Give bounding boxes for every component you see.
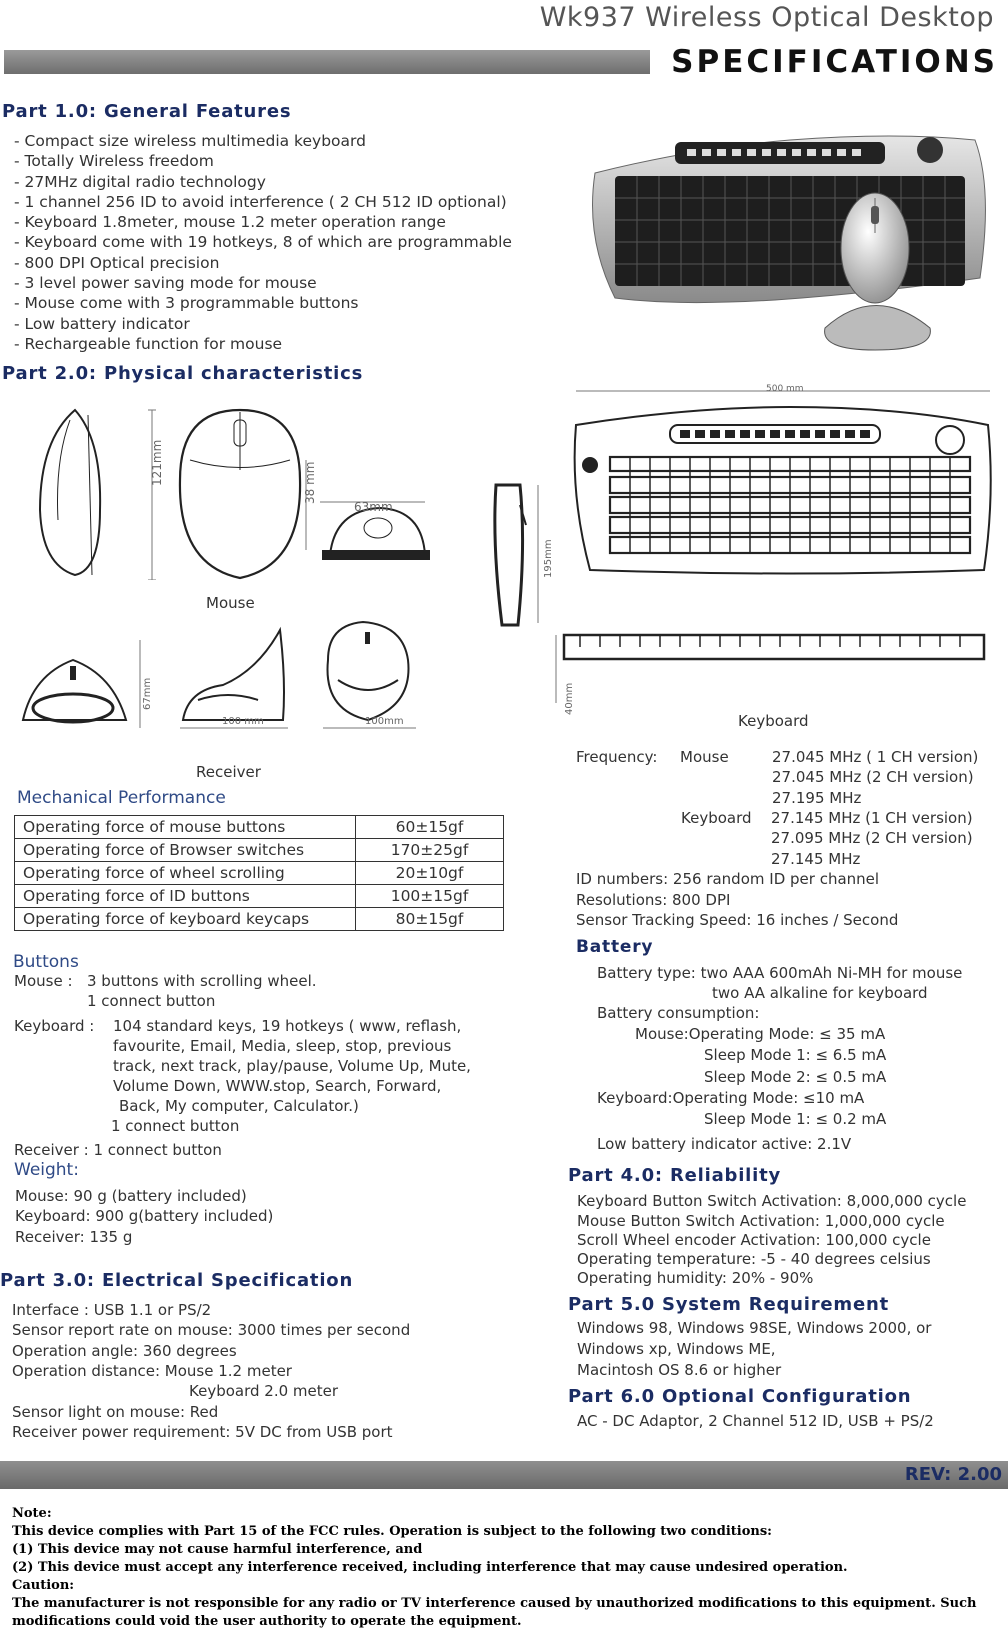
weight-heading: Weight: — [14, 1160, 79, 1180]
frequency-mouse-value: 27.045 MHz ( 1 CH version) — [772, 748, 979, 766]
part3-heading: Part 3.0: Electrical Specification — [0, 1270, 354, 1291]
battery-consumption: Battery consumption: — [597, 1004, 760, 1022]
buttons-mouse-line: 1 connect button — [87, 992, 216, 1010]
system-line: Windows 98, Windows 98SE, Windows 2000, or — [577, 1319, 932, 1337]
header-bar — [4, 50, 650, 74]
mouse-drawing — [30, 400, 440, 580]
keyboard-height-dim: 40mm — [564, 682, 575, 715]
note-line: This device complies with Part 15 of the FCC rules. Operation is subject to the following two conditions: — [12, 1524, 772, 1539]
feature-item: - Low battery indicator — [14, 314, 190, 333]
table-cell: Operating force of ID buttons — [15, 885, 356, 908]
tracking-speed: Sensor Tracking Speed: 16 inches / Second — [576, 911, 899, 929]
product-photo — [575, 128, 1005, 353]
note-line: Note: — [12, 1506, 52, 1521]
note-line: (2) This device must accept any interference received, including interference that may cause undesired operation. — [12, 1560, 848, 1575]
optional-config-line: AC - DC Adaptor, 2 Channel 512 ID, USB + PS/2 — [577, 1412, 934, 1430]
table-cell: 80±15gf — [356, 908, 504, 931]
part1-heading: Part 1.0: General Features — [2, 101, 292, 122]
battery-keyboard-operating: Keyboard:Operating Mode: ≤10 mA — [597, 1089, 865, 1107]
electrical-line: Receiver power requirement: 5V DC from USB port — [12, 1423, 393, 1441]
receiver-drawing — [18, 620, 448, 730]
table-cell: Operating force of keyboard keycaps — [15, 908, 356, 931]
footer-bar — [0, 1461, 1008, 1489]
frequency-mouse-value: 27.045 MHz (2 CH version) — [772, 768, 974, 786]
buttons-mouse-line: 3 buttons with scrolling wheel. — [87, 972, 317, 990]
note-line: (1) This device may not cause harmful interference, and — [12, 1542, 423, 1557]
frequency-keyboard-label: Keyboard — [681, 809, 752, 827]
resolutions: Resolutions: 800 DPI — [576, 891, 731, 909]
part2-heading: Part 2.0: Physical characteristics — [2, 363, 364, 384]
reliability-line: Scroll Wheel encoder Activation: 100,000 cycle — [577, 1231, 931, 1249]
table-cell: 100±15gf — [356, 885, 504, 908]
feature-item: - 27MHz digital radio technology — [14, 172, 266, 191]
table-row — [15, 885, 504, 908]
buttons-keyboard-label: Keyboard : — [14, 1017, 95, 1035]
buttons-receiver-line: Receiver : 1 connect button — [14, 1141, 222, 1159]
table-row — [15, 816, 504, 839]
feature-item: - 1 channel 256 ID to avoid interference ( 2 CH 512 ID optional) — [14, 192, 507, 211]
feature-item: - Rechargeable function for mouse — [14, 334, 283, 353]
table-row — [15, 862, 504, 885]
weight-line: Mouse: 90 g (battery included) — [15, 1187, 247, 1205]
feature-item: - Totally Wireless freedom — [14, 152, 214, 171]
electrical-line: Sensor light on mouse: Red — [12, 1403, 219, 1421]
receiver-depth-dim: 100mm — [365, 716, 404, 727]
frequency-keyboard-value: 27.145 MHz — [771, 850, 861, 868]
feature-item: - Keyboard 1.8meter, mouse 1.2 meter operation range — [14, 213, 446, 232]
feature-item: - Keyboard come with 19 hotkeys, 8 of which are programmable — [14, 233, 512, 252]
table-cell: 170±25gf — [356, 839, 504, 862]
frequency-mouse-label: Mouse — [680, 748, 729, 766]
system-line: Windows xp, Windows ME, — [577, 1340, 776, 1358]
table-cell: 20±10gf — [356, 862, 504, 885]
mechanical-table — [14, 815, 504, 931]
buttons-keyboard-line: 104 standard keys, 19 hotkeys ( www, reflash, — [113, 1017, 462, 1035]
battery-heading: Battery — [576, 937, 654, 957]
feature-item: - 800 DPI Optical precision — [14, 253, 220, 272]
table-cell: Operating force of mouse buttons — [15, 816, 356, 839]
electrical-line: Keyboard 2.0 meter — [189, 1382, 339, 1400]
electrical-line: Sensor report rate on mouse: 3000 times per second — [12, 1321, 411, 1339]
buttons-keyboard-line: track, next track, play/pause, Volume Up, Mute, — [113, 1057, 471, 1075]
table-cell: Operating force of wheel scrolling — [15, 862, 356, 885]
keyboard-width-dim: 500 mm — [766, 384, 804, 394]
receiver-width-dim: 100 mm — [222, 716, 264, 727]
revision-label: REV: 2.00 — [904, 1464, 1002, 1485]
reliability-line: Operating temperature: -5 - 40 degrees celsius — [577, 1250, 931, 1268]
mouse-caption: Mouse — [206, 594, 255, 612]
battery-mouse-sleep2: Sleep Mode 2: ≤ 0.5 mA — [704, 1068, 887, 1086]
battery-type: two AA alkaline for keyboard — [712, 984, 928, 1002]
part6-heading: Part 6.0 Optional Configuration — [568, 1386, 912, 1407]
mouse-height-dim: 38 mm — [303, 461, 317, 504]
part4-heading: Part 4.0: Reliability — [568, 1165, 782, 1186]
note-line: The manufacturer is not responsible for any radio or TV interference caused by unauthorized modifications to this equipment. Such modifications could void the user authority to operate the equipment. — [12, 1596, 977, 1629]
feature-list — [14, 131, 512, 354]
low-battery: Low battery indicator active: 2.1V — [597, 1135, 852, 1153]
weight-line: Keyboard: 900 g(battery included) — [15, 1207, 274, 1225]
buttons-mouse-label: Mouse : — [14, 972, 73, 990]
battery-mouse-operating: Mouse:Operating Mode: ≤ 35 mA — [635, 1025, 886, 1043]
mouse-width-dim: 63mm — [354, 500, 393, 514]
keyboard-depth-dim: 195mm — [543, 539, 554, 578]
frequency-keyboard-value: 27.095 MHz (2 CH version) — [771, 829, 973, 847]
table-cell: Operating force of Browser switches — [15, 839, 356, 862]
keyboard-drawing — [490, 385, 1000, 710]
spec-title: SPECIFICATIONS — [671, 44, 998, 80]
mechanical-heading: Mechanical Performance — [17, 788, 226, 808]
feature-item: - Mouse come with 3 programmable buttons — [14, 294, 359, 313]
reliability-line: Operating humidity: 20% - 90% — [577, 1269, 814, 1287]
buttons-keyboard-line: Volume Down, WWW.stop, Search, Forward, — [113, 1077, 442, 1095]
electrical-line: Operation distance: Mouse 1.2 meter — [12, 1362, 292, 1380]
fcc-note — [12, 1505, 1002, 1631]
table-row — [15, 908, 504, 931]
buttons-heading: Buttons — [13, 952, 79, 972]
note-line: Caution: — [12, 1578, 75, 1593]
battery-type: Battery type: two AAA 600mAh Ni-MH for mouse — [597, 964, 963, 982]
electrical-line: Interface : USB 1.1 or PS/2 — [12, 1301, 212, 1319]
reliability-line: Mouse Button Switch Activation: 1,000,000 cycle — [577, 1212, 945, 1230]
product-title: Wk937 Wireless Optical Desktop — [539, 2, 994, 33]
keyboard-caption: Keyboard — [738, 712, 809, 730]
buttons-keyboard-line: 1 connect button — [111, 1117, 240, 1135]
feature-item: - Compact size wireless multimedia keyboard — [14, 132, 366, 150]
system-line: Macintosh OS 8.6 or higher — [577, 1361, 782, 1379]
buttons-keyboard-line: Back, My computer, Calculator.) — [119, 1097, 359, 1115]
frequency-mouse-value: 27.195 MHz — [772, 789, 862, 807]
buttons-keyboard-line: favourite, Email, Media, sleep, stop, previous — [113, 1037, 452, 1055]
electrical-line: Operation angle: 360 degrees — [12, 1342, 237, 1360]
receiver-caption: Receiver — [196, 763, 261, 781]
table-row — [15, 839, 504, 862]
battery-mouse-sleep1: Sleep Mode 1: ≤ 6.5 mA — [704, 1046, 887, 1064]
battery-keyboard-sleep1: Sleep Mode 1: ≤ 0.2 mA — [704, 1110, 887, 1128]
table-cell: 60±15gf — [356, 816, 504, 839]
frequency-label: Frequency: — [576, 748, 658, 766]
feature-item: - 3 level power saving mode for mouse — [14, 274, 317, 293]
part5-heading: Part 5.0 System Requirement — [568, 1294, 890, 1315]
weight-line: Receiver: 135 g — [15, 1228, 133, 1246]
mouse-length-dim: 121mm — [150, 439, 164, 486]
reliability-line: Keyboard Button Switch Activation: 8,000,000 cycle — [577, 1192, 967, 1210]
id-numbers: ID numbers: 256 random ID per channel — [576, 870, 880, 888]
receiver-height-dim: 67mm — [142, 677, 153, 710]
frequency-keyboard-value: 27.145 MHz (1 CH version) — [771, 809, 973, 827]
